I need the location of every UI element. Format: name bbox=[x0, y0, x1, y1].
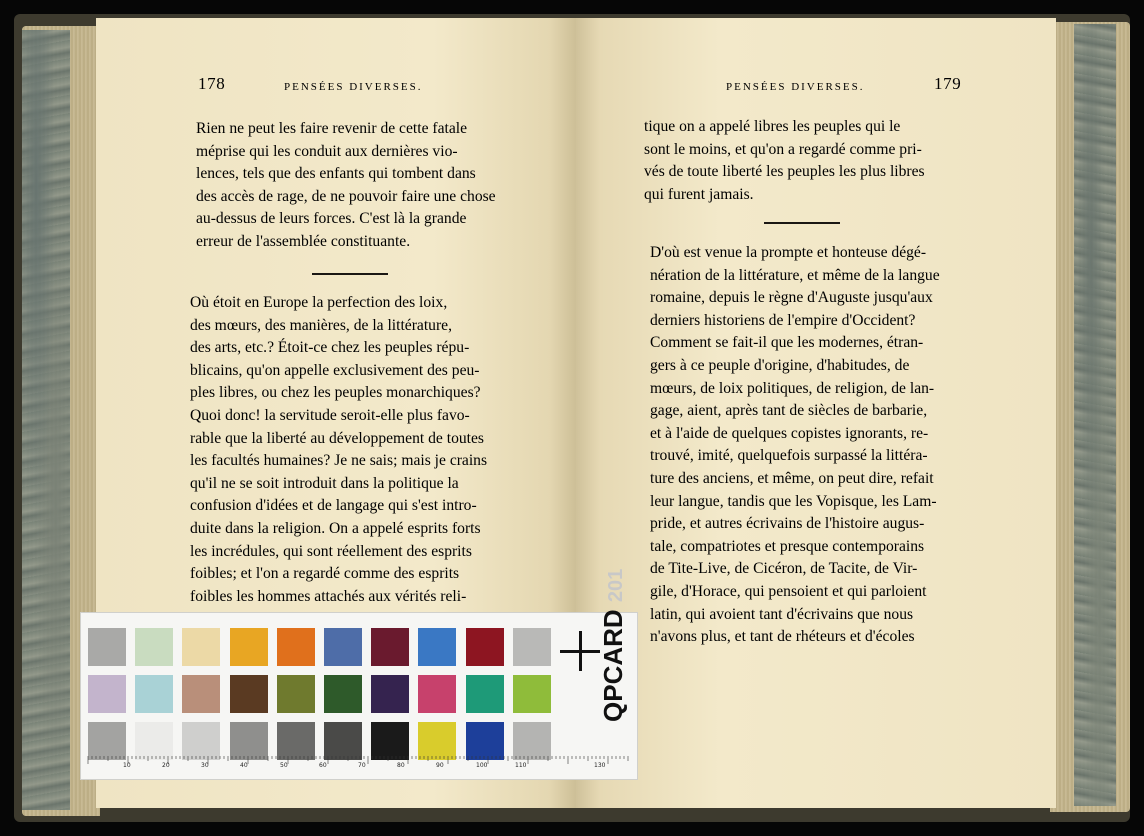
color-swatch bbox=[324, 722, 362, 760]
left-page-number: 178 bbox=[198, 74, 226, 93]
text-line: erreur de l'assemblée constituante. bbox=[196, 232, 411, 250]
text-line: des accès de rage, de ne pouvoir faire une chose bbox=[196, 187, 496, 205]
right-running-head: PENSÉES DIVERSES. bbox=[726, 81, 865, 93]
section-divider bbox=[764, 222, 840, 224]
text-line: les facultés humaines? Je ne sais; mais je crains bbox=[190, 452, 488, 470]
ruler-label: 20 bbox=[162, 762, 170, 769]
color-swatch bbox=[418, 675, 456, 713]
ruler-label: 30 bbox=[201, 762, 209, 769]
ruler-label: 130 bbox=[594, 762, 606, 769]
left-paragraph-2 bbox=[190, 292, 512, 631]
ruler-label: 10 bbox=[123, 762, 131, 769]
right-page-number: 179 bbox=[934, 74, 962, 93]
ruler-label: 100 bbox=[476, 762, 488, 769]
text-line: vés de toute liberté les peuples les plus libres bbox=[644, 163, 925, 181]
color-swatch bbox=[371, 675, 409, 713]
text-line: des arts, etc.? Étoit-ce chez les peuples répu- bbox=[190, 339, 470, 357]
text-line: gile, d'Horace, qui pensoient et qui parloient bbox=[650, 582, 927, 600]
color-swatch bbox=[277, 675, 315, 713]
text-line: foibles; et l'on a regardé comme des esprits bbox=[190, 565, 460, 583]
color-swatch bbox=[182, 628, 220, 666]
color-swatch bbox=[277, 628, 315, 666]
left-marbled-edge bbox=[22, 30, 70, 810]
text-line: Quoi donc! la servitude seroit-elle plus favo- bbox=[190, 406, 470, 424]
color-swatch bbox=[513, 722, 551, 760]
text-line: romaine, depuis le règne d'Auguste jusqu'aux bbox=[650, 289, 933, 307]
left-paragraph-1 bbox=[196, 118, 510, 254]
text-line: qui furent jamais. bbox=[644, 185, 754, 203]
left-running-head: PENSÉES DIVERSES. bbox=[284, 81, 423, 93]
color-swatch bbox=[371, 628, 409, 666]
text-line: Où étoit en Europe la perfection des loix, bbox=[190, 294, 448, 311]
text-line: rable que la liberté au développement de toutes bbox=[190, 429, 484, 447]
ruler-label: 40 bbox=[240, 762, 248, 769]
text-line: lences, tels que des enfants qui tombent dans bbox=[196, 165, 476, 183]
color-swatch bbox=[135, 675, 173, 713]
text-line: au-dessus de leurs forces. C'est là la grande bbox=[196, 210, 467, 228]
color-swatch bbox=[88, 722, 126, 760]
ruler-label: 80 bbox=[397, 762, 405, 769]
color-swatch bbox=[230, 722, 268, 760]
text-line: blicains, qu'on appelle exclusivement des peu- bbox=[190, 361, 480, 379]
ruler-label: 60 bbox=[319, 762, 327, 769]
text-line: foibles les hommes attachés aux vérités reli- bbox=[190, 587, 467, 605]
color-swatch bbox=[135, 628, 173, 666]
text-line: pride, et autres écrivains de l'histoire augus- bbox=[650, 515, 925, 533]
color-swatch bbox=[182, 675, 220, 713]
crosshair-vertical bbox=[579, 631, 582, 671]
card-brand-label: QPCARD 201 bbox=[598, 568, 628, 722]
text-line: trouvé, imité, quelquefois surpassé la littéra- bbox=[650, 447, 928, 465]
text-line: mœurs, de loix politiques, de religion, de lan- bbox=[650, 379, 935, 397]
text-line: confusion d'idées et de langage qui s'est intro- bbox=[190, 497, 477, 515]
text-line: gers à ce peuple d'origine, d'habitudes, de bbox=[650, 356, 910, 374]
text-line: et à l'aide de quelques copistes ignorants, re- bbox=[650, 424, 929, 442]
color-swatch bbox=[513, 675, 551, 713]
color-swatch bbox=[513, 628, 551, 666]
text-line: gage, aient, après tant de siècles de barbarie, bbox=[650, 402, 928, 420]
text-line: de Tite-Live, de Cicéron, de Tacite, de Vir- bbox=[650, 560, 918, 578]
color-swatch bbox=[230, 628, 268, 666]
color-swatch bbox=[466, 628, 504, 666]
color-swatch bbox=[135, 722, 173, 760]
color-swatch bbox=[418, 628, 456, 666]
text-line: derniers historiens de l'empire d'Occident? bbox=[650, 311, 916, 329]
text-line: les incrédules, qui sont réellement des esprits bbox=[190, 542, 472, 560]
text-line: qu'il ne se soit introduit dans la politique la bbox=[190, 474, 459, 492]
text-line: n'avons plus, et tant de rhéteurs et d'écoles bbox=[650, 628, 915, 646]
color-swatch bbox=[88, 675, 126, 713]
section-divider bbox=[312, 273, 388, 275]
right-marbled-edge bbox=[1074, 24, 1116, 806]
color-swatch bbox=[230, 675, 268, 713]
text-line: leur langue, tandis que les Vopisque, les Lam- bbox=[650, 492, 937, 510]
color-swatch bbox=[466, 675, 504, 713]
ruler-label: 50 bbox=[280, 762, 288, 769]
text-line: ples libres, ou chez les peuples monarchiques? bbox=[190, 384, 481, 402]
ruler-label: 70 bbox=[358, 762, 366, 769]
text-line: tique on a appelé libres les peuples qui le bbox=[644, 118, 901, 135]
color-swatch bbox=[88, 628, 126, 666]
text-line: sont le moins, et qu'on a regardé comme pri- bbox=[644, 140, 922, 158]
color-swatch bbox=[277, 722, 315, 760]
color-swatch bbox=[324, 675, 362, 713]
text-line: tale, compatriotes et presque contemporains bbox=[650, 537, 925, 555]
right-paragraph-1 bbox=[644, 116, 958, 206]
color-swatch bbox=[466, 722, 504, 760]
color-swatch bbox=[182, 722, 220, 760]
color-swatch bbox=[324, 628, 362, 666]
text-line: Comment se fait-il que les modernes, étran- bbox=[650, 334, 924, 352]
text-line: duite dans la religion. On a appelé esprits forts bbox=[190, 519, 481, 537]
ruler-label: 90 bbox=[436, 762, 444, 769]
text-line: des mœurs, des manières, de la littérature, bbox=[190, 316, 452, 334]
text-line: nération de la littérature, et même de la langue bbox=[650, 266, 940, 284]
text-line: méprise qui les conduit aux dernières vio- bbox=[196, 142, 458, 160]
text-line: latin, qui avoient tant d'écrivains que nous bbox=[650, 605, 914, 623]
ruler-label: 110 bbox=[515, 762, 527, 769]
color-swatch bbox=[371, 722, 409, 760]
text-line: D'où est venue la prompte et honteuse dégé- bbox=[650, 244, 927, 261]
text-line: Rien ne peut les faire revenir de cette fatale bbox=[196, 120, 468, 137]
text-line: ture des anciens, et même, on peut dire, refait bbox=[650, 469, 934, 487]
color-swatch bbox=[418, 722, 456, 760]
right-paragraph-2 bbox=[650, 242, 972, 649]
